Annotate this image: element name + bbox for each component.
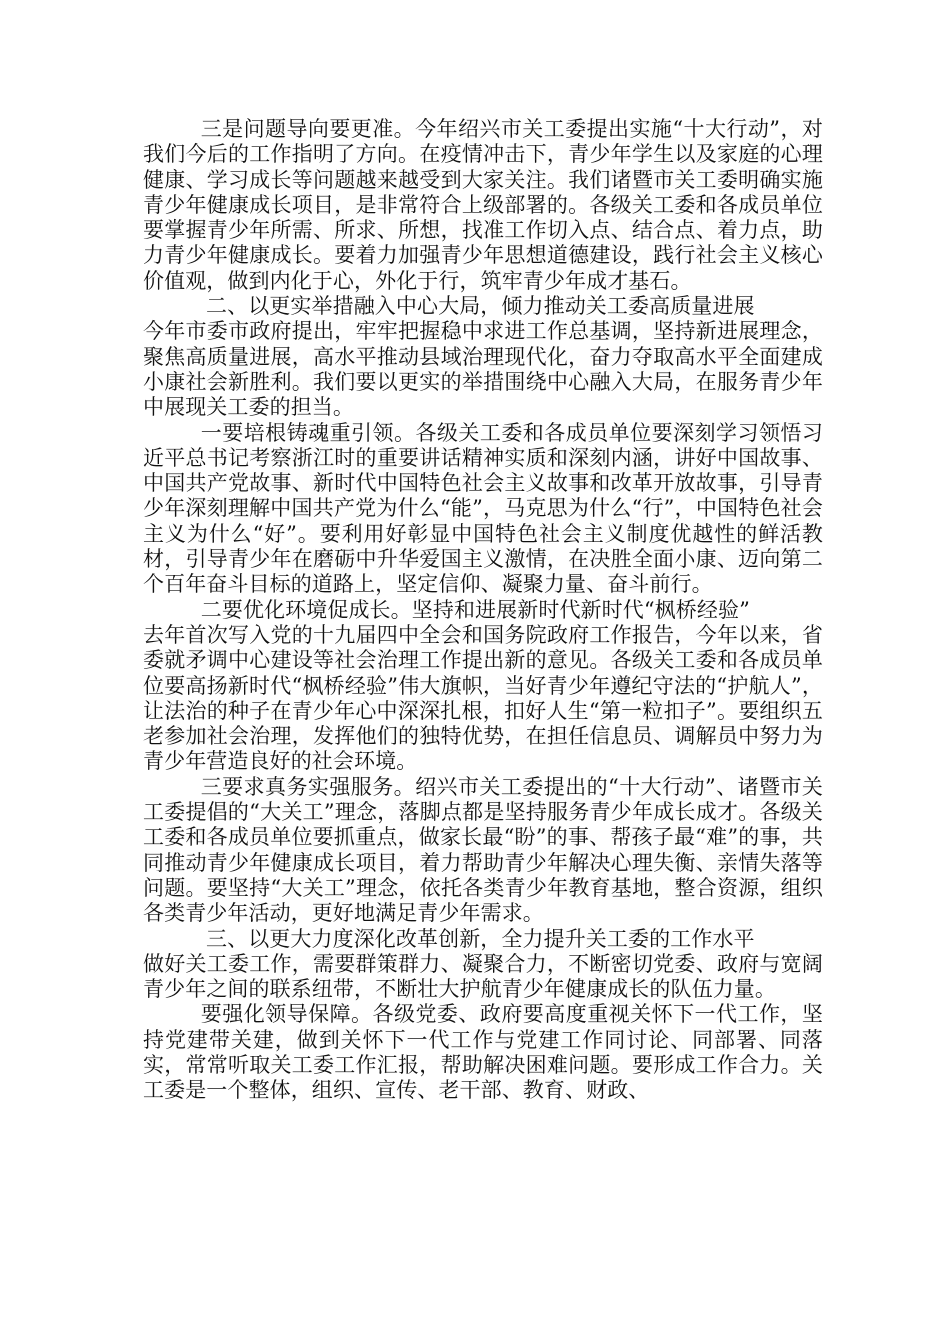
document-body xyxy=(143,117,823,1104)
section-heading-two: 二、以更实举措融入中心大局，倾力推动关工委高质量进展 xyxy=(206,294,755,319)
paragraph-optimize-environment-cont: 去年首次写入党的十九届四中全会和国务院政府工作报告，今年以来，省委就矛调中心建设等社会治理工作提出新的意见。各级关工委和各成员单位要高扬新时代“枫桥经验”伟大旗帜，当好青少年遵纪守法的“护航人”，让法治的种子在青少年心中深深扎根，扣好人生“第一粒扣子”。要组织五老参加社会治理，发挥他们的独特优势，在担任信息员、调解员中努力为青少年营造良好的社会环境。 xyxy=(143,622,823,774)
paragraph-cultivate-soul: 一要培根铸魂重引领。各级关工委和各成员单位要深刻学习领悟习近平总书记考察浙江时的重要讲话精神实质和深刻内涵，讲好中国故事、中国共产党故事、新时代中国特色社会主义故事和改革开放故事，引导青少年深刻理解中国共产党为什么“能”，马克思为什么“行”，中国特色社会主义为什么“好”。要利用好彰显中国特色社会主义制度优越性的鲜活教材，引导青少年在磨砺中升华爱国主义激情，在决胜全面小康、迈向第二个百年奋斗目标的道路上，坚定信仰、凝聚力量、奋斗前行。 xyxy=(143,420,823,597)
paragraph-strengthen-service: 三要求真务实强服务。绍兴市关工委提出的“十大行动”、诸暨市关工委提倡的“大关工”理念，落脚点都是坚持服务青少年成长成才。各级关工委和各成员单位要抓重点，做家长最“盼”的事、帮孩子最“难”的事，共同推动青少年健康成长项目，着力帮助青少年解决心理失衡、亲情失落等问题。要坚持“大关工”理念，依托各类青少年教育基地，整合资源，组织各类青少年活动，更好地满足青少年需求。 xyxy=(143,774,823,926)
paragraph-leadership-guarantee: 要强化领导保障。各级党委、政府要高度重视关怀下一代工作，坚持党建带关建，做到关怀下一代工作与党建工作同讨论、同部署、同落实，常常听取关工委工作汇报，帮助解决困难问题。要形成工作合力。关工委是一个整体，组织、宣传、老干部、教育、财政、 xyxy=(143,1002,823,1103)
paragraph-section-two-intro: 今年市委市政府提出，牢牢把握稳中求进工作总基调，坚持新进展理念，聚焦高质量进展，高水平推动县域治理现代化，奋力夺取高水平全面建成小康社会新胜利。我们要以更实的举措围绕中心融入大局，在服务青少年中展现关工委的担当。 xyxy=(143,319,823,420)
paragraph-section-three-intro: 做好关工委工作，需要群策群力、凝聚合力，不断密切党委、政府与宽阔青少年之间的联系纽带，不断壮大护航青少年健康成长的队伍力量。 xyxy=(143,951,823,1002)
section-heading-three: 三、以更大力度深化改革创新，全力提升关工委的工作水平 xyxy=(206,926,755,951)
paragraph-problem-orientation: 三是问题导向要更准。今年绍兴市关工委提出实施“十大行动”，对我们今后的工作指明了方向。在疫情冲击下，青少年学生以及家庭的心理健康、学习成长等问题越来越受到大家关注。我们诸暨市关工委明确实施青少年健康成长项目，是非常符合上级部署的。各级关工委和各成员单位要掌握青少年所需、所求、所想，找准工作切入点、结合点、着力点，助力青少年健康成长。要着力加强青少年思想道德建设，践行社会主义核心价值观，做到内化于心，外化于行，筑牢青少年成才基石。 xyxy=(143,117,823,293)
paragraph-optimize-environment: 二要优化环境促成长。坚持和进展新时代新时代“枫桥经验” xyxy=(200,597,750,622)
